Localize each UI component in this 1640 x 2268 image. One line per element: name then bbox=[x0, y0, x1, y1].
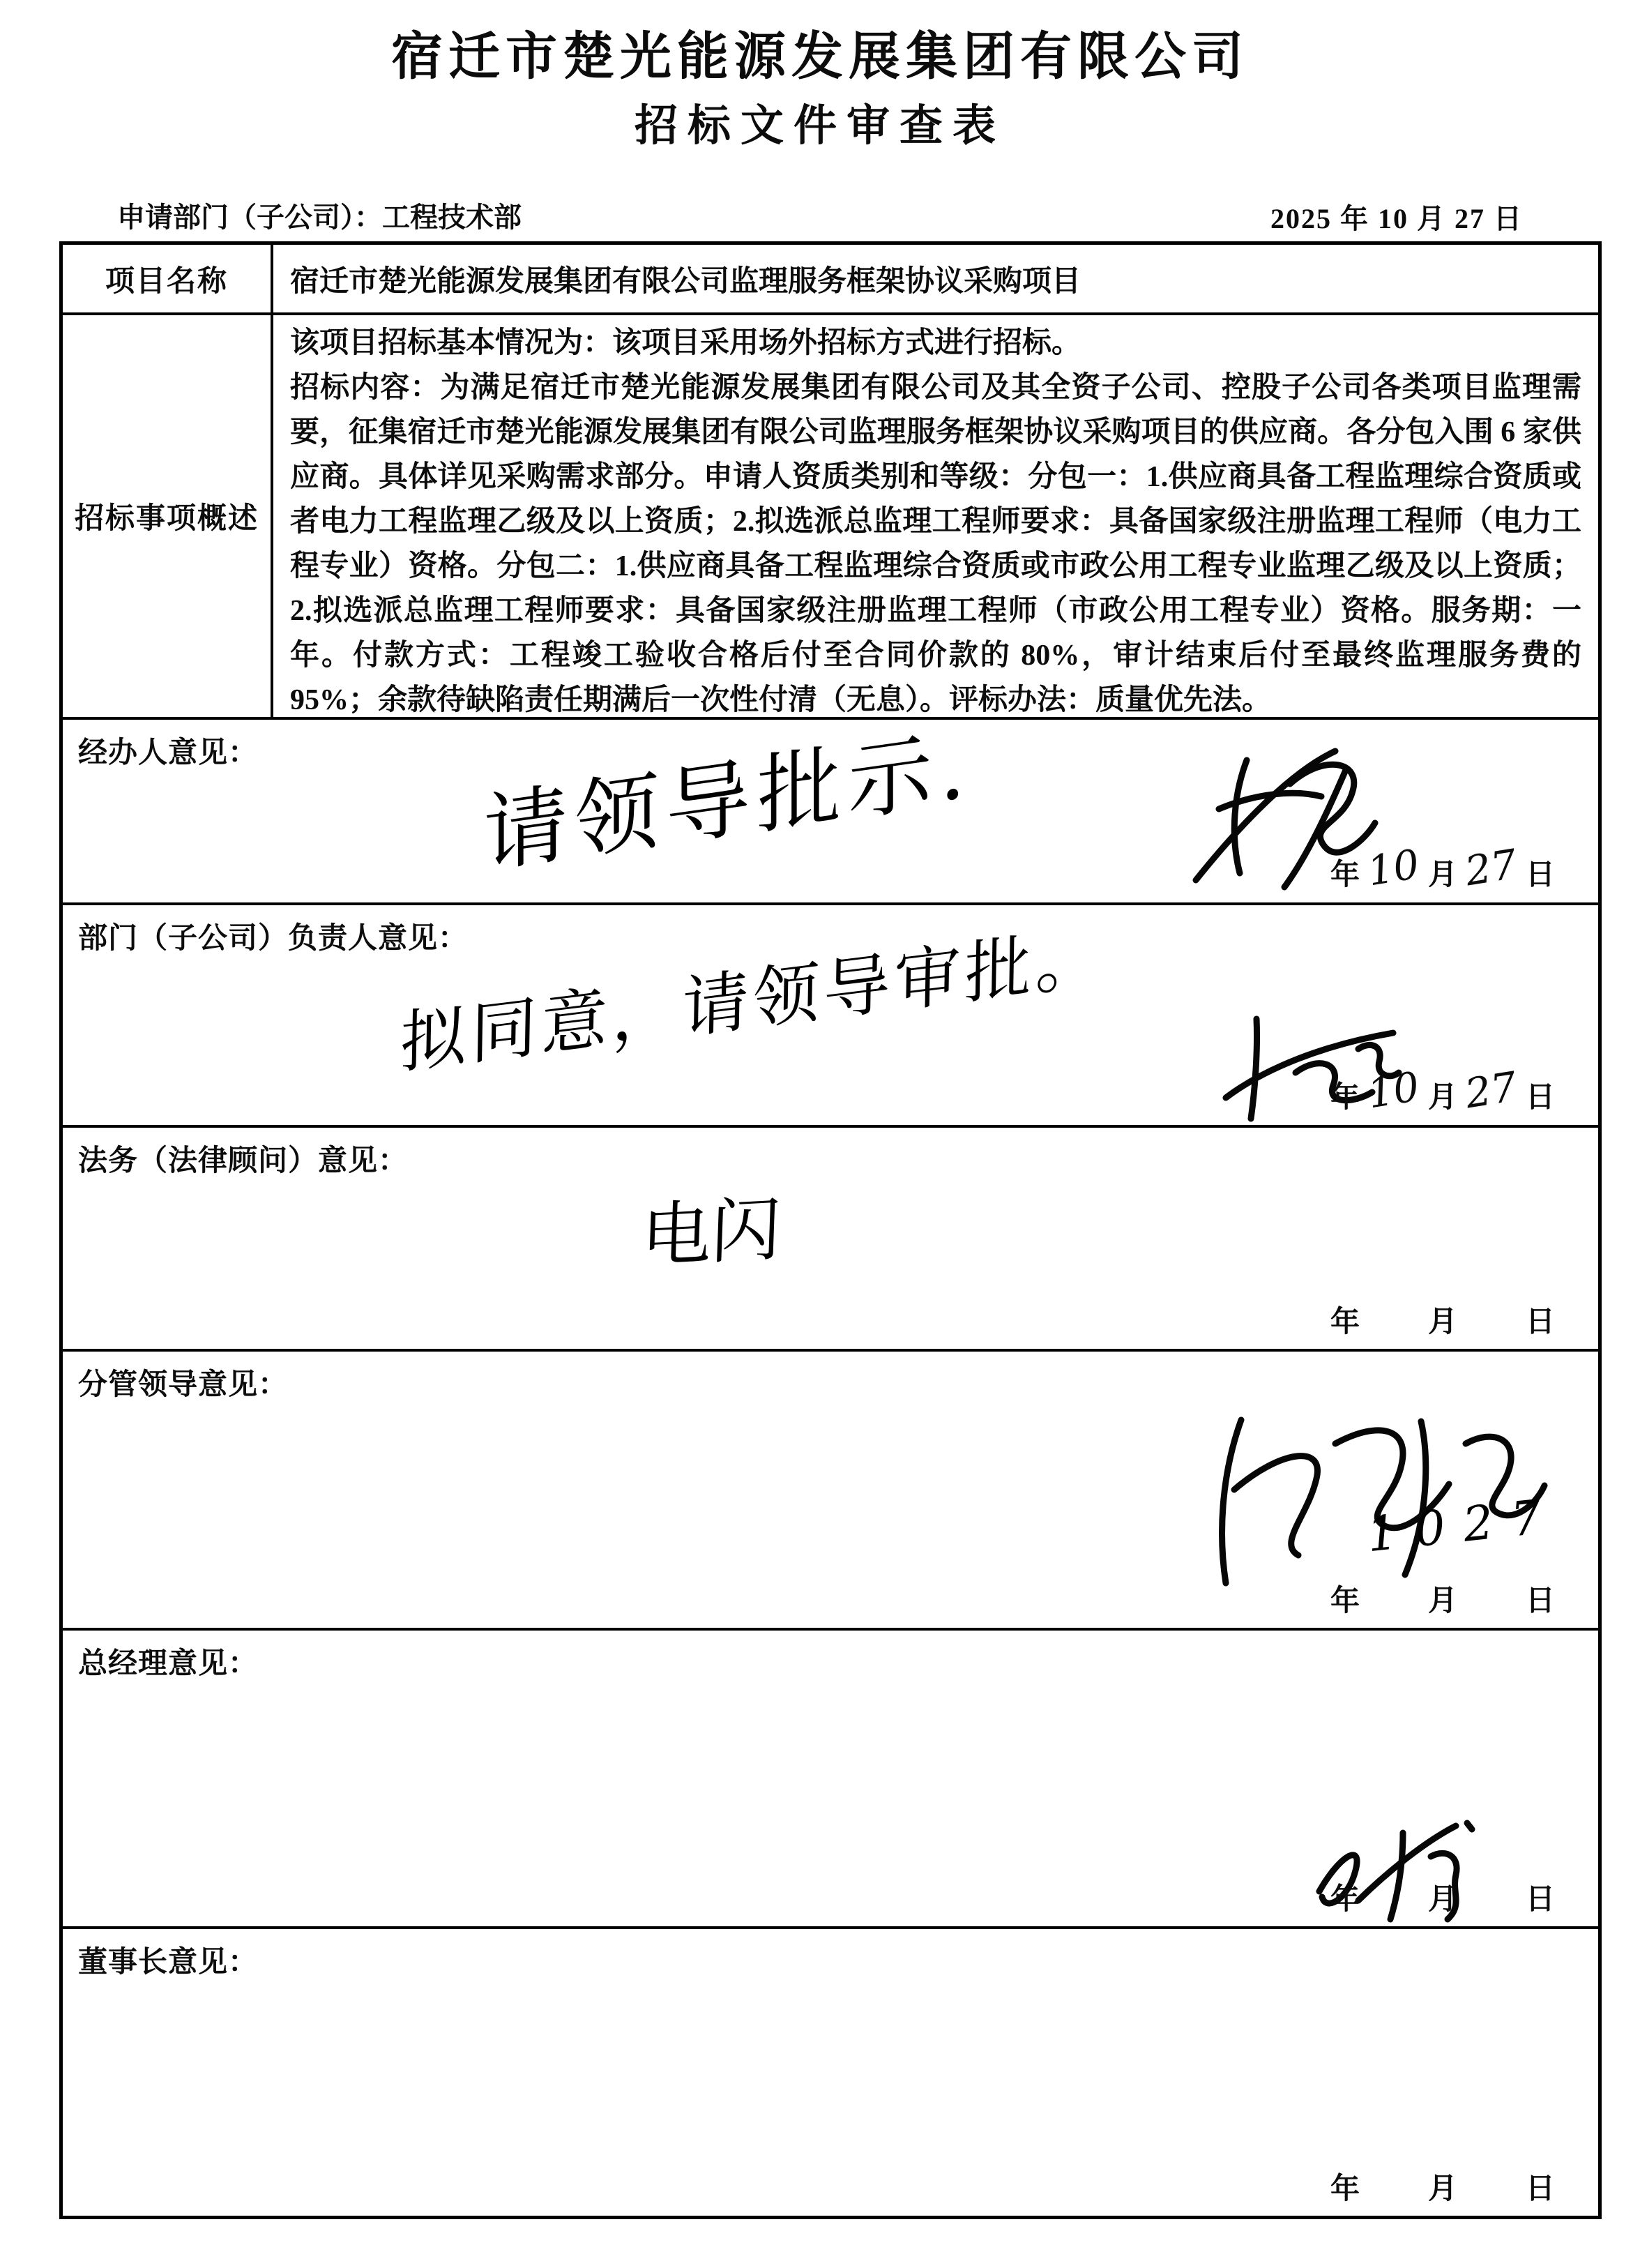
date-year-label: 年 bbox=[1330, 1884, 1360, 1916]
date-year-label: 年 bbox=[1330, 1585, 1360, 1617]
leader-handwritten-month: 10 bbox=[1364, 1498, 1466, 1564]
date-day-label: 日 bbox=[1525, 1585, 1555, 1617]
operator-opinion-label: 经办人意见： bbox=[78, 737, 259, 769]
department-date-line bbox=[1330, 1062, 1555, 1118]
date-month-label: 月 bbox=[1427, 859, 1457, 891]
review-table bbox=[59, 241, 1602, 2219]
table-row bbox=[63, 245, 1598, 312]
bid-overview-text bbox=[273, 315, 1598, 717]
operator-handwritten-day: 27 bbox=[1461, 840, 1521, 895]
date-day-label: 日 bbox=[1525, 1884, 1555, 1916]
operator-handwritten-month: 10 bbox=[1364, 840, 1423, 895]
date-month-label: 月 bbox=[1427, 1884, 1457, 1916]
legal-date-line bbox=[1330, 1299, 1555, 1340]
bid-overview-label: 招标事项概述 bbox=[63, 315, 273, 717]
date-month-label: 月 bbox=[1427, 1306, 1457, 1338]
department-handwriting: 拟同意，请领导审批。 bbox=[399, 917, 1107, 1083]
department-handwritten-day: 27 bbox=[1461, 1062, 1521, 1118]
general-manager-opinion-label: 总经理意见： bbox=[78, 1648, 259, 1680]
date-day-label: 日 bbox=[1525, 1082, 1555, 1114]
date-year-label: 年 bbox=[1330, 2173, 1360, 2205]
date-month-label: 月 bbox=[1427, 1585, 1457, 1617]
date-day-label: 日 bbox=[1525, 859, 1555, 891]
legal-opinion-label: 法务（法律顾问）意见： bbox=[78, 1145, 409, 1177]
company-title: 宿迁市楚光能源发展集团有限公司 bbox=[391, 29, 1249, 86]
legal-opinion-section bbox=[63, 1125, 1598, 1349]
chairman-opinion-section bbox=[63, 1926, 1598, 2216]
applicant-department: 申请部门（子公司）：工程技术部 bbox=[117, 202, 522, 233]
project-name-label: 项目名称 bbox=[63, 245, 273, 312]
date-day-label: 日 bbox=[1525, 1306, 1555, 1338]
department-opinion-label: 部门（子公司）负责人意见： bbox=[78, 923, 469, 955]
date-year-label: 年 bbox=[1330, 859, 1360, 891]
date-year-label: 年 bbox=[1330, 1306, 1360, 1338]
operator-date-line bbox=[1330, 840, 1555, 895]
form-title: 招标文件审查表 bbox=[634, 103, 1005, 150]
general-manager-opinion-section bbox=[63, 1628, 1598, 1926]
operator-handwriting: 请领导批示. bbox=[483, 716, 973, 886]
table-row bbox=[63, 312, 1598, 717]
bid-overview-paragraph-1: 该项目招标基本情况为：该项目采用场外招标方式进行招标。 bbox=[290, 327, 1081, 359]
header-date: 2025 年 10 月 27 日 bbox=[1270, 203, 1523, 234]
chairman-date-line bbox=[1330, 2165, 1555, 2207]
operator-opinion-section bbox=[63, 717, 1598, 902]
department-handwritten-month: 10 bbox=[1364, 1062, 1423, 1118]
date-day-label: 日 bbox=[1525, 2173, 1555, 2205]
date-month-label: 月 bbox=[1427, 1082, 1457, 1114]
date-month-label: 月 bbox=[1427, 2173, 1457, 2205]
chairman-opinion-label: 董事长意见： bbox=[78, 1946, 259, 1979]
legal-handwriting: 电闪 bbox=[639, 1188, 782, 1278]
leader-opinion-section bbox=[63, 1349, 1598, 1628]
general-manager-date-line bbox=[1330, 1876, 1555, 1918]
project-name-value: 宿迁市楚光能源发展集团有限公司监理服务框架协议采购项目 bbox=[290, 265, 1081, 298]
leader-date-line bbox=[1330, 1578, 1555, 1619]
bid-overview-paragraph-2: 招标内容：为满足宿迁市楚光能源发展集团有限公司及其全资子公司、控股子公司各类项目监理需要，征集宿迁市楚光能源发展集团有限公司监理服务框架协议采购项目的供应商。各分包入围 6 家供应商。具体详见采购需求部分。申请人资质类别和等级：分包一：1.供应商具备工程监理综合资质或者电力工程监理乙级及以上资质；2.拟选派总监理工程师要求：具备国家级注册监理工程师（电力工程专业）资格。分包二：1.供应商具备工程监理综合资质或市政公用工程专业监理乙级及以上资质；2.拟选派总监理工程师要求：具备国家级注册监理工程师（市政公用工程专业）资格。服务期：一年。付款方式：工程竣工验收合格后付至合同价款的 80%，审计结束后付至最终监理服务费的 95%；余款待缺陷责任期满后一次性付清（无息）。评标办法：质量优先法。 bbox=[290, 372, 1581, 716]
department-opinion-section bbox=[63, 902, 1598, 1125]
leader-handwritten-day: 27 bbox=[1460, 1488, 1563, 1553]
date-year-label: 年 bbox=[1330, 1082, 1360, 1114]
leader-opinion-label: 分管领导意见： bbox=[78, 1369, 289, 1401]
